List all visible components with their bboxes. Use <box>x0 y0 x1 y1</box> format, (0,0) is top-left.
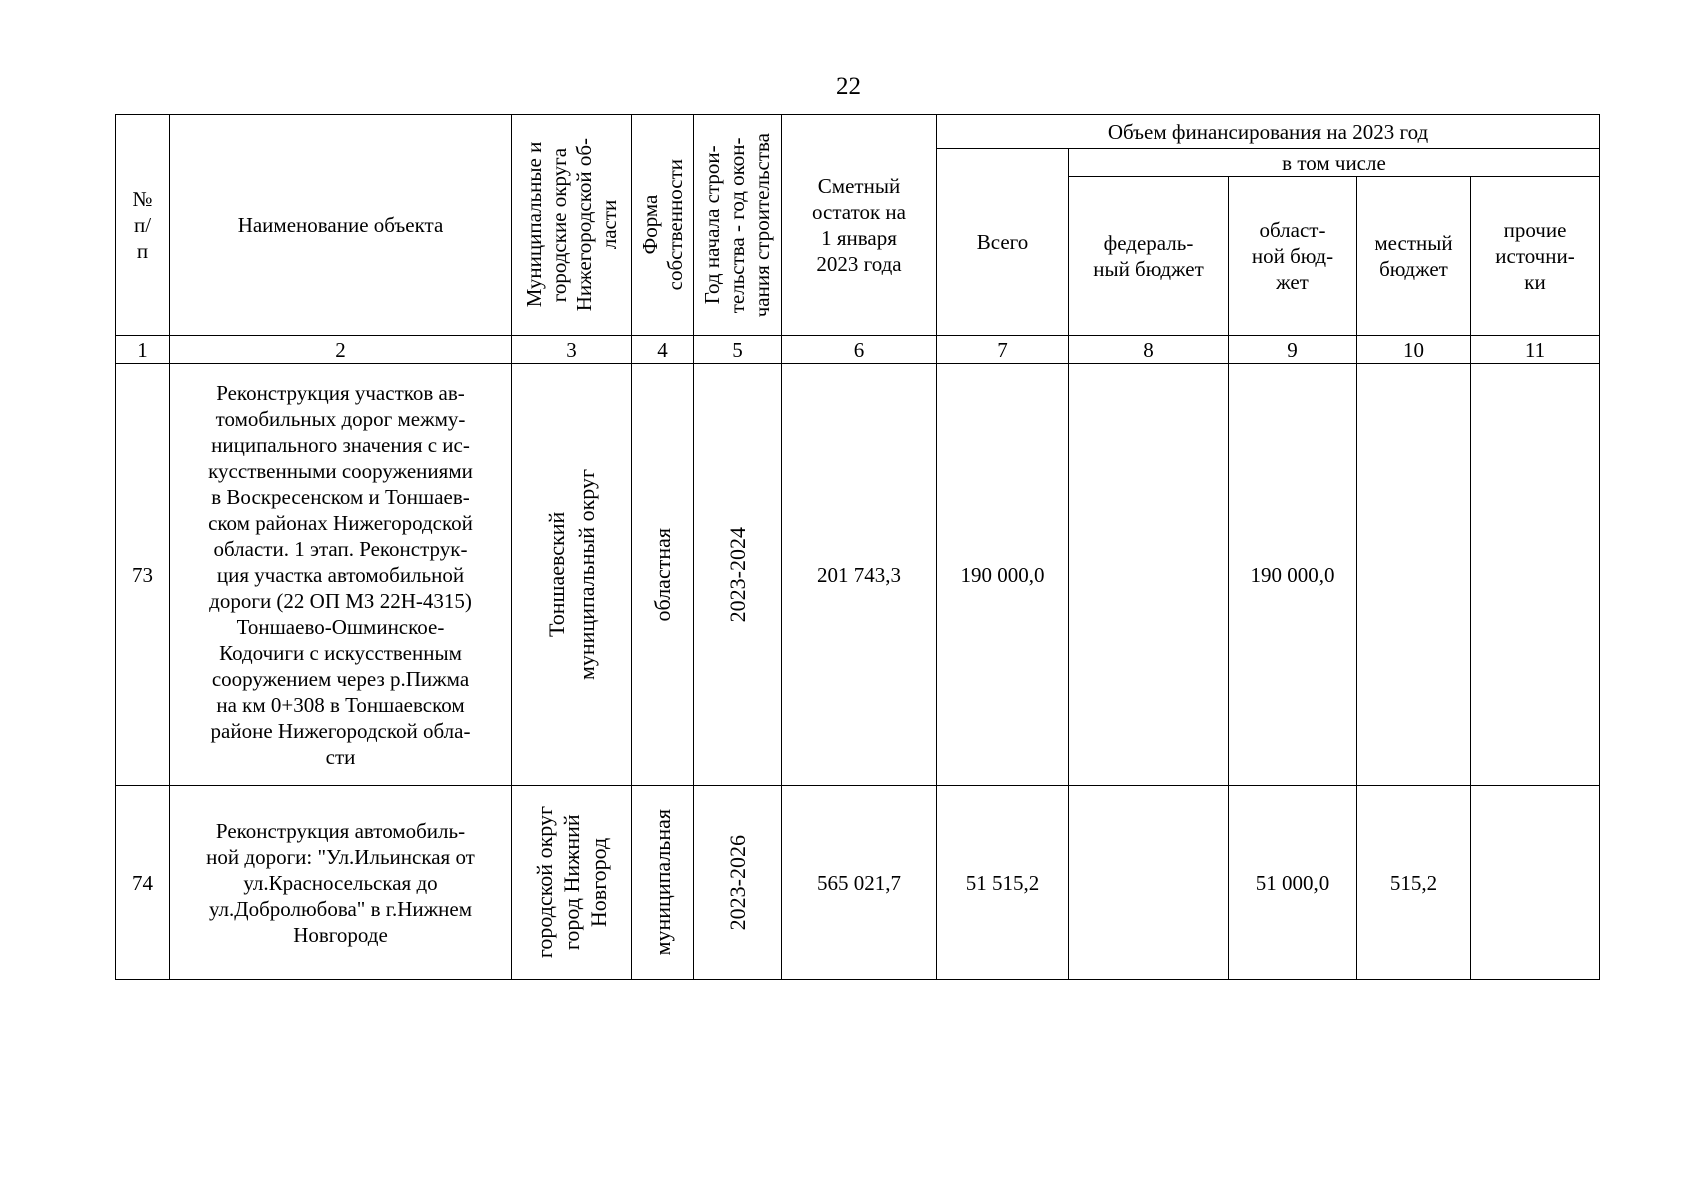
financing-table <box>115 114 1600 980</box>
header-name: Наименование объекта <box>170 115 512 336</box>
header-federal: федераль- ный бюджет <box>1069 177 1229 336</box>
header-funding-title: Объем финансирования на 2023 год <box>937 115 1600 149</box>
header-row-funding <box>116 115 1600 149</box>
row-number: 73 <box>116 364 170 786</box>
other-cell <box>1471 364 1600 786</box>
regional-cell: 190 000,0 <box>1229 364 1357 786</box>
header-other: прочие источни- ки <box>1471 177 1600 336</box>
row-number: 74 <box>116 786 170 980</box>
column-number: 11 <box>1471 336 1600 364</box>
column-number: 9 <box>1229 336 1357 364</box>
column-number: 8 <box>1069 336 1229 364</box>
column-number-row <box>116 336 1600 364</box>
column-number: 2 <box>170 336 512 364</box>
years-cell: 2023-2026 <box>694 786 782 980</box>
ownership-cell: муниципальная <box>632 786 694 980</box>
page-number: 22 <box>836 73 861 100</box>
local-cell: 515,2 <box>1357 786 1471 980</box>
column-number: 7 <box>937 336 1069 364</box>
column-number: 10 <box>1357 336 1471 364</box>
header-total: Всего <box>937 149 1069 336</box>
header-local: местный бюджет <box>1357 177 1471 336</box>
column-number: 5 <box>694 336 782 364</box>
local-cell <box>1357 364 1471 786</box>
other-cell <box>1471 786 1600 980</box>
municipality-cell: Тоншаевский муниципальный округ <box>512 364 632 786</box>
object-name: Реконструкция автомобиль- ной дороги: "Ул.Ильинская от ул.Красносельская до ул.Добролюбова" в г.Нижнем Новгороде <box>170 786 512 980</box>
years-cell: 2023-2024 <box>694 364 782 786</box>
table-row <box>116 364 1600 786</box>
total-cell: 190 000,0 <box>937 364 1069 786</box>
total-cell: 51 515,2 <box>937 786 1069 980</box>
column-number: 6 <box>782 336 937 364</box>
balance-cell: 565 021,7 <box>782 786 937 980</box>
table-row <box>116 786 1600 980</box>
balance-cell: 201 743,3 <box>782 364 937 786</box>
column-number: 4 <box>632 336 694 364</box>
regional-cell: 51 000,0 <box>1229 786 1357 980</box>
header-ownership: Форма собственности <box>632 115 694 336</box>
header-years: Год начала строи- тельства - год окон- чания строительства <box>694 115 782 336</box>
column-number: 3 <box>512 336 632 364</box>
header-municipality: Муниципальные и городские округа Нижегородской об- ласти <box>512 115 632 336</box>
header-balance: Сметный остаток на 1 января 2023 года <box>782 115 937 336</box>
header-including: в том числе <box>1069 149 1600 177</box>
ownership-cell: областная <box>632 364 694 786</box>
object-name: Реконструкция участков ав- томобильных дорог межму- ниципального значения с ис- кусственными сооружениями в Воскресенском и Тоншаев- ском районах Нижегородской области. 1 этап. Реконструк- ция участка автомобильной дороги (22 ОП МЗ 22Н-4315) Тоншаево-Ошминское- Кодочиги с искусственным сооружением через р.Пижма на км 0+308 в Тоншаевском районе Нижегородской обла- сти <box>170 364 512 786</box>
header-no: № п/ п <box>116 115 170 336</box>
header-regional: област- ной бюд- жет <box>1229 177 1357 336</box>
federal-cell <box>1069 364 1229 786</box>
federal-cell <box>1069 786 1229 980</box>
municipality-cell: городской округ город Нижний Новгород <box>512 786 632 980</box>
column-number: 1 <box>116 336 170 364</box>
